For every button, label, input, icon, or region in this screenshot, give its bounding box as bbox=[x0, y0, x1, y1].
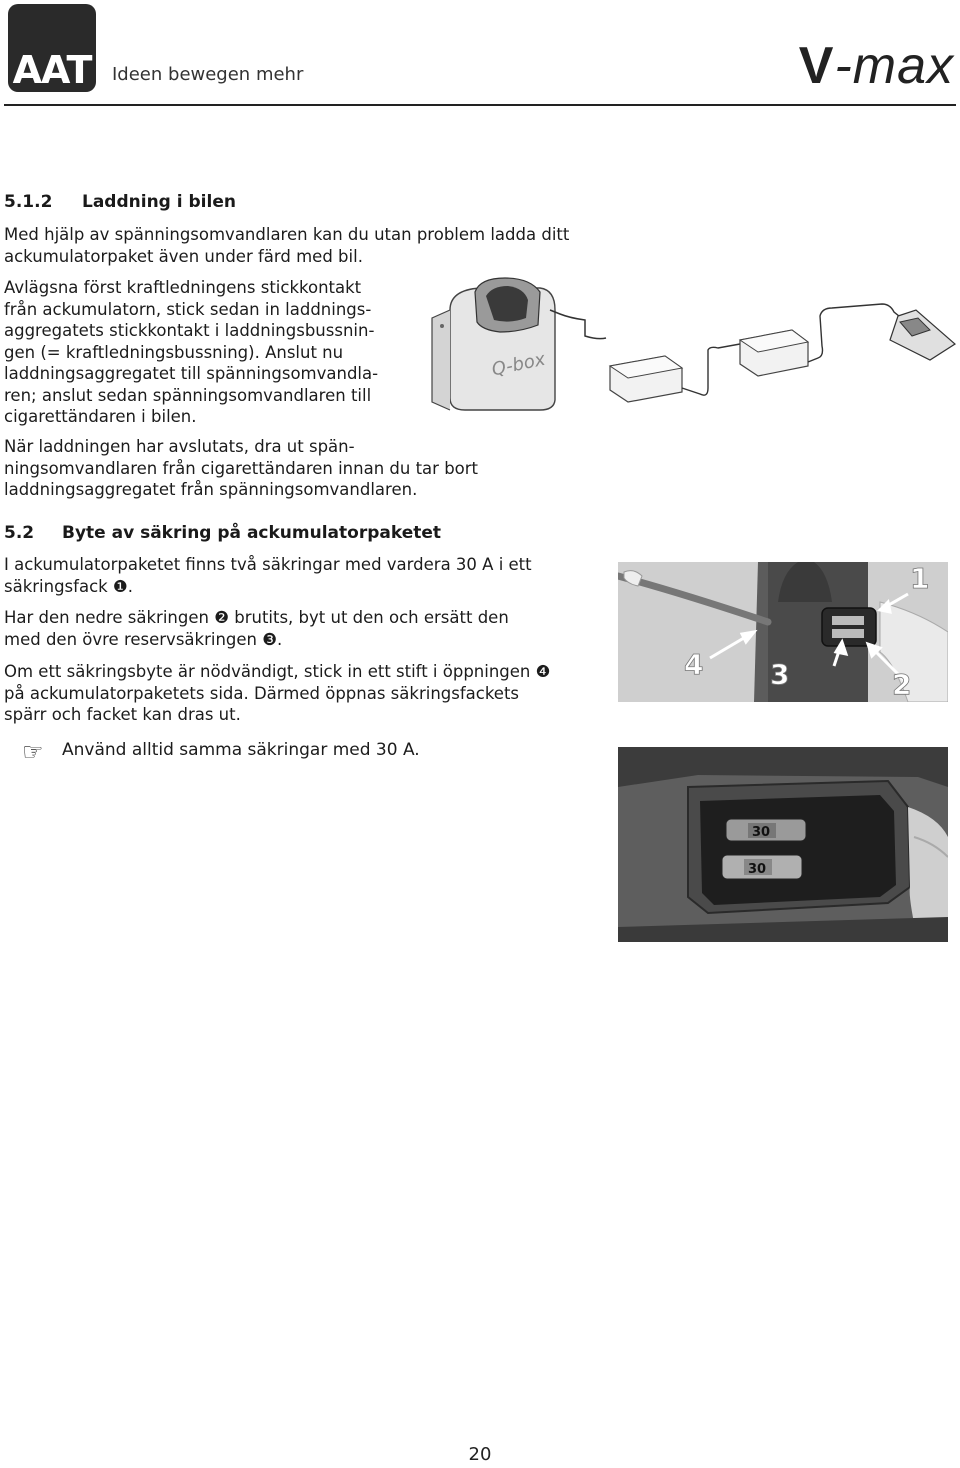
paragraph bbox=[4, 277, 424, 428]
text-line: med den övre reservsäkringen ❸. bbox=[4, 629, 283, 649]
text-line: Har den nedre säkringen ❷ brutits, byt ut den och ersätt den bbox=[4, 608, 509, 627]
text-line: ningsomvandlaren från cigarettändaren innan du tar bort bbox=[4, 458, 479, 478]
cigarette-lighter-plug bbox=[890, 310, 955, 360]
text-line: laddningsaggregatet till spänningsomvandla- bbox=[4, 364, 379, 383]
lower-fuse-label: 30 bbox=[748, 862, 767, 877]
fuse-compartment-photo bbox=[618, 562, 948, 702]
charger-device bbox=[432, 278, 555, 410]
text-line: på ackumulatorpaketets sida. Därmed öppnas säkringsfackets bbox=[4, 683, 520, 703]
text-line: laddningsaggregatet från spänningsomvandlaren. bbox=[4, 480, 418, 499]
section-number: 5.2 bbox=[4, 523, 35, 543]
charging-illustration bbox=[420, 270, 960, 430]
paragraph bbox=[4, 661, 614, 726]
header-divider bbox=[4, 104, 956, 106]
logo-text: AAT bbox=[12, 48, 92, 92]
callout-1: 1 bbox=[910, 562, 930, 595]
tagline: Ideen bewegen mehr bbox=[112, 64, 304, 85]
power-brick bbox=[610, 356, 682, 402]
callout-4: 4 bbox=[684, 648, 704, 681]
text-line: gen (= kraftledningsbussning). Anslut nu bbox=[4, 342, 344, 362]
text-line: spärr och facket kan dras ut. bbox=[4, 705, 241, 724]
paragraph bbox=[4, 224, 604, 267]
text-line: ackumulatorpaket även under färd med bil. bbox=[4, 246, 363, 266]
section-title: Laddning i bilen bbox=[82, 192, 236, 212]
text-line: Om ett säkringsbyte är nödvändigt, stick in ett stift i öppningen ❹ bbox=[4, 662, 551, 681]
page-number: 20 bbox=[468, 1444, 492, 1465]
device-label: Q-box bbox=[489, 348, 548, 381]
brand-suffix: -max bbox=[834, 37, 954, 95]
text-line: När laddningen har avslutats, dra ut spän- bbox=[4, 437, 355, 456]
fuses-closeup-photo bbox=[618, 747, 948, 942]
callout-3: 3 bbox=[770, 658, 790, 691]
section-title: Byte av säkring på ackumulatorpaketet bbox=[62, 523, 442, 543]
text-line: från ackumulatorn, stick sedan in laddnings- bbox=[4, 299, 372, 319]
pointing-hand-icon: ☞ bbox=[22, 738, 44, 766]
text-line: I ackumulatorpaketet finns två säkringar med vardera 30 A i ett bbox=[4, 555, 532, 574]
text-line: aggregatets stickkontakt i laddningsbussnin- bbox=[4, 321, 375, 340]
paragraph bbox=[4, 554, 604, 597]
product-brand bbox=[799, 36, 954, 96]
brand-prefix: V bbox=[798, 37, 835, 95]
note-text: Använd alltid samma säkringar med 30 A. bbox=[62, 740, 420, 760]
text-line: Med hjälp av spänningsomvandlaren kan du utan problem ladda ditt bbox=[4, 225, 570, 244]
section-number: 5.1.2 bbox=[4, 192, 53, 212]
paragraph bbox=[4, 436, 604, 501]
section-heading-512 bbox=[4, 192, 236, 212]
text-line: ren; anslut sedan spänningsomvandlaren till bbox=[4, 385, 372, 405]
section-heading-52 bbox=[4, 523, 441, 543]
callout-2: 2 bbox=[892, 668, 912, 701]
text-line: säkringsfack ❶. bbox=[4, 576, 133, 596]
upper-fuse-label: 30 bbox=[752, 825, 771, 840]
text-line: Avlägsna först kraftledningens stickkontakt bbox=[4, 278, 362, 297]
paragraph bbox=[4, 607, 604, 650]
text-line: cigarettändaren i bilen. bbox=[4, 407, 197, 426]
voltage-converter bbox=[740, 330, 808, 376]
